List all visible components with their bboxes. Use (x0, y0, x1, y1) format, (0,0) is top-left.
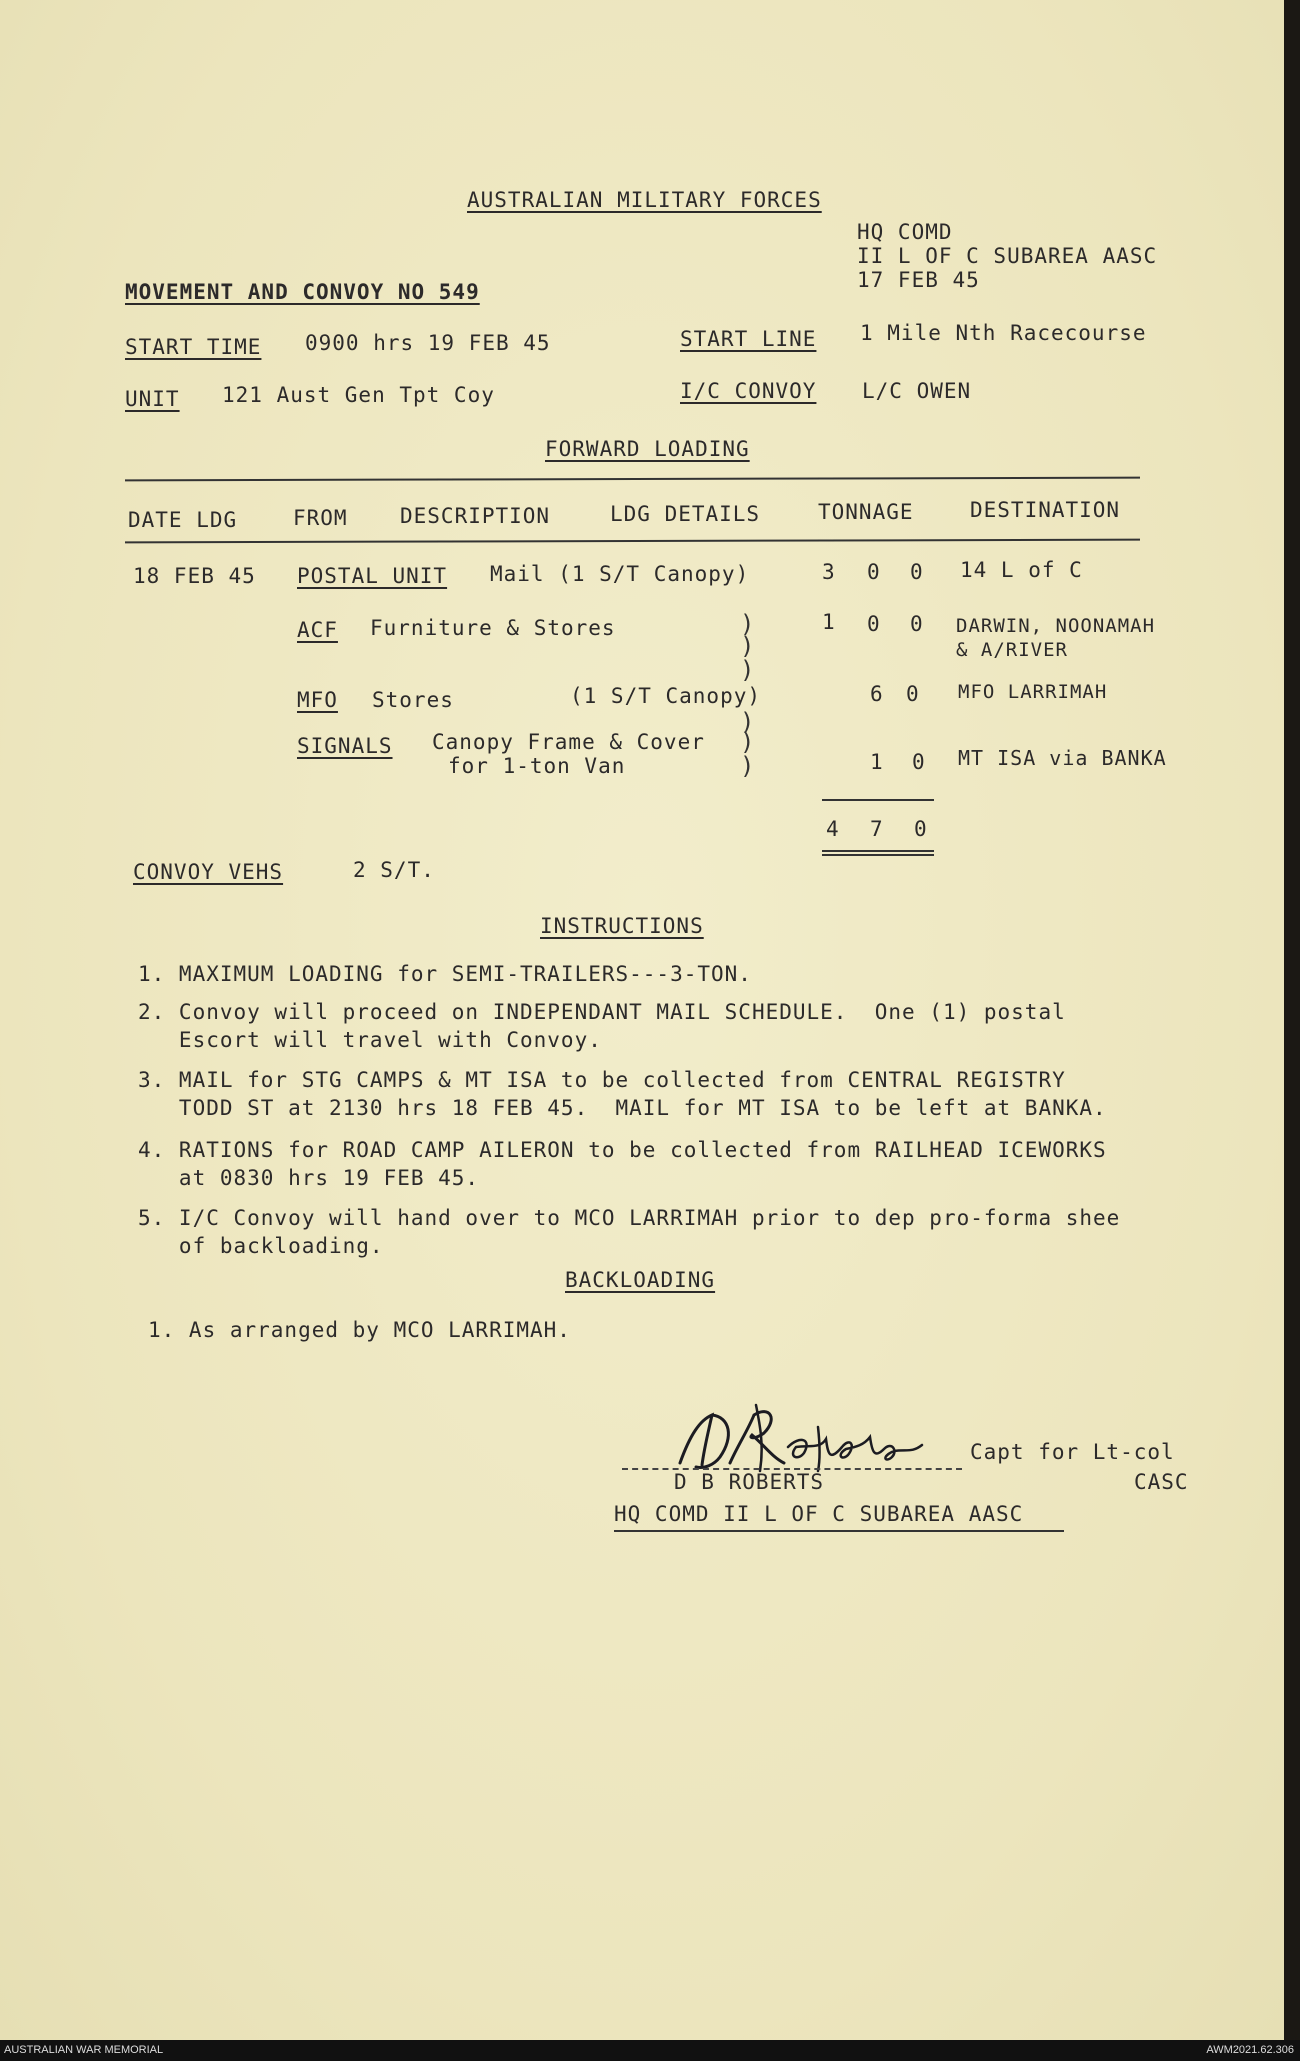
footer-left: AUSTRALIAN WAR MEMORIAL (4, 2044, 164, 2056)
start-line-label: START LINE (680, 327, 817, 351)
col-from: FROM (293, 506, 348, 530)
signature-capt: Capt for Lt-col (970, 1440, 1175, 1464)
row-3-from: MFO (297, 688, 338, 712)
row-3-tonnage-2: 6 (870, 682, 884, 706)
backloading-heading: BACKLOADING (565, 1268, 716, 1292)
instruction-4-cont: at 0830 hrs 19 FEB 45. (138, 1166, 480, 1190)
row-2-tonnage-3: 0 (910, 612, 924, 636)
row-2-description: Furniture & Stores (370, 616, 616, 640)
table-header-rule (125, 539, 1140, 544)
start-time-value: 0900 hrs 19 FEB 45 (305, 331, 551, 355)
instructions-heading: INSTRUCTIONS (540, 914, 704, 938)
col-description: DESCRIPTION (400, 504, 551, 528)
ic-convoy-label: I/C CONVOY (680, 379, 817, 403)
total-tonnage-1: 4 (826, 817, 840, 841)
instruction-5: 5. I/C Convoy will hand over to MCO LARRIMAH prior to dep pro-forma shee (138, 1206, 1121, 1230)
row-3-destination: MFO LARRIMAH (958, 681, 1108, 703)
row-1-tonnage-3: 0 (910, 560, 924, 584)
row-4-tonnage-2: 1 (870, 750, 884, 774)
document-title: MOVEMENT AND CONVOY NO 549 (125, 280, 480, 304)
start-time-label: START TIME (125, 335, 262, 359)
signature-name: D B ROBERTS (674, 1470, 825, 1494)
footer-right: AWM2021.62.306 (1206, 2044, 1294, 2056)
unit-value: 121 Aust Gen Tpt Coy (222, 383, 495, 407)
instruction-4: 4. RATIONS for ROAD CAMP AILERON to be collected from RAILHEAD ICEWORKS (138, 1138, 1107, 1162)
footer-bar (0, 2040, 1300, 2061)
document-heading: AUSTRALIAN MILITARY FORCES (467, 188, 822, 212)
col-tonnage: TONNAGE (818, 500, 914, 524)
forward-loading-heading: FORWARD LOADING (545, 437, 750, 461)
row-1-description: Mail (1 S/T Canopy) (490, 562, 750, 586)
instruction-3-cont: TODD ST at 2130 hrs 18 FEB 45. MAIL for MT ISA to be left at BANKA. (138, 1096, 1107, 1120)
total-tonnage-2: 7 (870, 817, 884, 841)
brace-icon: ) (740, 752, 755, 780)
instruction-5-cont: of backloading. (138, 1234, 384, 1258)
start-line-value: 1 Mile Nth Racecourse (860, 321, 1147, 345)
convoy-vehs-label: CONVOY VEHS (133, 860, 284, 884)
row-2-from: ACF (297, 618, 338, 642)
table-top-rule (125, 477, 1140, 482)
row-1-tonnage-2: 0 (867, 560, 881, 584)
hq-date: 17 FEB 45 (857, 268, 980, 292)
row-1-destination: 14 L of C (960, 558, 1083, 582)
convoy-vehs-value: 2 S/T. (353, 858, 435, 882)
unit-label: UNIT (125, 387, 180, 411)
row-2-destination-2: & A/RIVER (956, 639, 1068, 661)
hq-line-1: HQ COMD (857, 220, 953, 244)
brace-icon: ) (740, 708, 755, 736)
brace-icon: ) (740, 656, 755, 684)
brace-icon: ) (740, 632, 755, 660)
total-tonnage-3: 0 (914, 817, 928, 841)
row-2-destination: DARWIN, NOONAMAH (956, 615, 1156, 637)
ic-convoy-value: L/C OWEN (862, 379, 972, 403)
col-destination: DESTINATION (970, 498, 1121, 522)
row-3-description: Stores (372, 688, 454, 712)
row-4-description-2: for 1-ton Van (448, 754, 626, 778)
instruction-1: 1. MAXIMUM LOADING for SEMI-TRAILERS---3-TON. (138, 962, 752, 986)
col-ldg-details: LDG DETAILS (610, 502, 761, 526)
row-1-tonnage-1: 3 (822, 560, 836, 584)
row-4-tonnage-3: 0 (912, 750, 926, 774)
scan-edge (1284, 0, 1300, 2040)
row-3-tonnage-3: 0 (906, 682, 920, 706)
row-3-ldg-details: (1 S/T Canopy) (570, 684, 762, 708)
brace-icon: ) (740, 728, 755, 756)
row-4-destination: MT ISA via BANKA (958, 746, 1167, 770)
total-bottom-rule-2 (822, 854, 934, 856)
row-4-description: Canopy Frame & Cover (432, 730, 705, 754)
instruction-3: 3. MAIL for STG CAMPS & MT ISA to be collected from CENTRAL REGISTRY (138, 1068, 1066, 1092)
instruction-2-cont: Escort will travel with Convoy. (138, 1028, 602, 1052)
col-date-ldg: DATE LDG (128, 508, 238, 532)
signature-unit-rule (614, 1530, 1064, 1532)
row-2-tonnage-2: 0 (867, 612, 881, 636)
instruction-2: 2. Convoy will proceed on INDEPENDANT MAIL SCHEDULE. One (1) postal (138, 1000, 1066, 1024)
backloading-item-1: 1. As arranged by MCO LARRIMAH. (148, 1318, 571, 1342)
total-top-rule (822, 799, 934, 801)
brace-icon: ) (740, 610, 755, 638)
signature-unit: HQ COMD II L OF C SUBAREA AASC (614, 1502, 1024, 1526)
row-2-tonnage-1: 1 (822, 610, 836, 634)
row-1-from: POSTAL UNIT (297, 564, 448, 588)
hq-line-2: II L OF C SUBAREA AASC (857, 244, 1158, 268)
signature-casc: CASC (1134, 1470, 1189, 1494)
row-1-date: 18 FEB 45 (133, 564, 256, 588)
row-4-from: SIGNALS (297, 734, 393, 758)
total-bottom-rule (822, 850, 934, 852)
